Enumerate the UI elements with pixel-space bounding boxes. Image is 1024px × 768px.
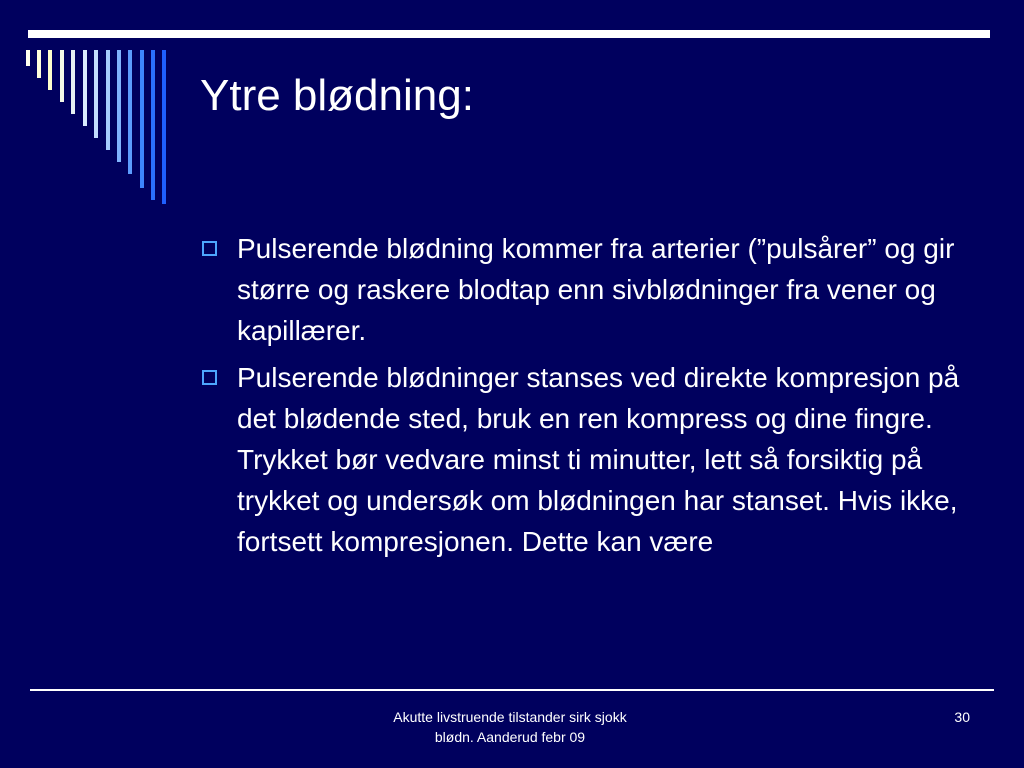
square-bullet-icon [202,370,217,385]
bullet-text: Pulserende blødning kommer fra arterier (”pulsårer” og gir større og raskere blodtap enn sivblødninger fra vener og kapillærer. [237,233,955,346]
decor-bar [117,50,121,162]
decor-bar [94,50,98,138]
decor-bar [151,50,155,200]
footer-rule [30,689,994,691]
bullet-item [200,228,970,351]
decor-bar [162,50,166,204]
bullet-list [200,228,970,568]
bullet-item [200,357,970,562]
footer-line-2: blødn. Aanderud febr 09 [434,729,586,745]
footer-line-1: Akutte livstruende tilstander sirk sjokk [393,709,627,725]
page-number: 30 [954,709,970,725]
decor-bar [106,50,110,150]
decor-bar [26,50,30,66]
decor-bar [60,50,64,102]
decorative-bars [26,50,171,210]
decor-bar [48,50,52,90]
top-rule [28,30,990,38]
decor-bar [83,50,87,126]
footer-caption [340,707,680,747]
decor-bar [140,50,144,188]
decor-bar [37,50,41,78]
bullet-text: Pulserende blødninger stanses ved direkte kompresjon på det blødende sted, bruk en ren kompress og dine fingre. Trykket bør vedvare minst ti minutter, lett så forsiktig på trykket og undersøk om blødningen har stanset. Hvis ikke, fortsett kompresjonen. Dette kan være [237,362,960,557]
decor-bar [71,50,75,114]
slide-title: Ytre blødning: [200,71,474,120]
decor-bar [128,50,132,174]
square-bullet-icon [202,241,217,256]
